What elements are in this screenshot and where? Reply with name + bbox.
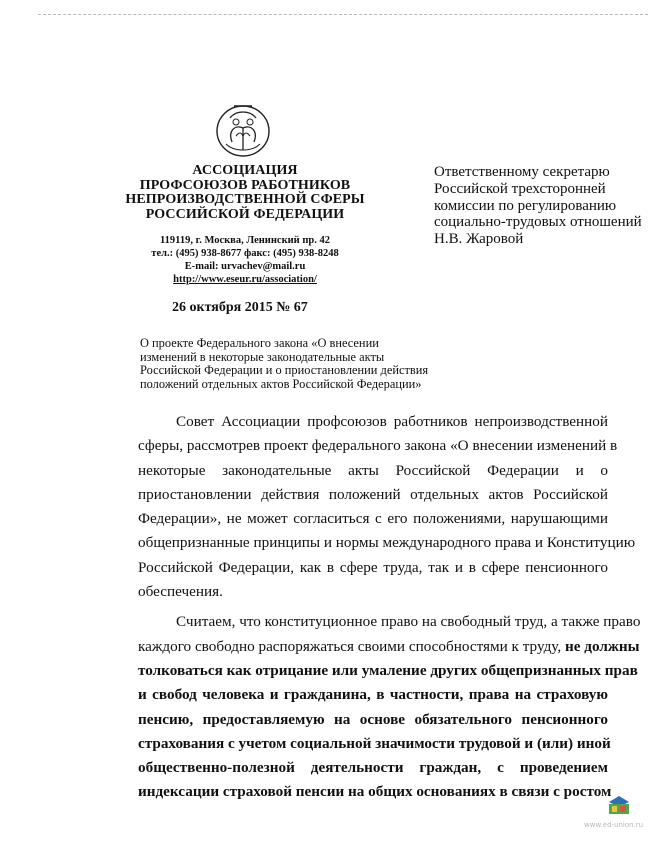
body-line: Российской Федерации, как в сфере труда, так и в сфере пенсионного (138, 558, 608, 576)
recipient-line: Российской трехсторонней (434, 180, 606, 197)
recipient-block (434, 164, 649, 248)
subject-line: О проекте Федерального закона «О внесении (140, 336, 379, 350)
body-line: обеспечения. (138, 583, 223, 601)
date-number: 26 октября 2015 № 67 (172, 300, 308, 315)
site-logo-icon (606, 794, 632, 816)
body-line-bold: общественно-полезной деятельности граждан, с проведением (138, 759, 608, 777)
body-line-bold: пенсию, предоставляемую на основе обязательного пенсионного (138, 710, 608, 728)
body-line: Совет Ассоциации профсоюзов работников непроизводственной (176, 413, 608, 430)
body-line-bold: толковаться как отрицание или умаление других общепризнанных прав (138, 661, 638, 679)
subject-block (140, 337, 428, 391)
body-line: Федерации», не может согласиться с его положениями, нарушающими (138, 510, 608, 528)
recipient-line: Ответственному секретарю (434, 164, 610, 180)
body-line-bold: индексации страховой пенсии на общих основаниях в связи с ростом (138, 783, 612, 801)
body-line: Считаем, что конституционное право на свободный труд, а также право (176, 613, 641, 631)
email-text: E-mail: urvachev@mail.ru (184, 261, 306, 272)
paragraph-2 (138, 610, 641, 804)
recipient-line: социально-трудовых отношений (434, 214, 642, 231)
website-link[interactable]: http://www.eseur.ru/association/ (173, 274, 317, 285)
recipient-line: Н.В. Жаровой (434, 231, 524, 248)
association-emblem-icon (212, 98, 274, 160)
address-text: 119119, г. Москва, Ленинский пр. 42 (160, 235, 330, 246)
org-name-line: АССОЦИАЦИЯ (192, 163, 298, 178)
organization-block (120, 164, 370, 286)
phone-fax-text: тел.: (495) 938-8677 факс: (495) 938-8248 (151, 248, 339, 259)
body-line-bold: страхования с учетом социальной значимости трудовой и (или) иной (138, 734, 611, 752)
watermark-text: www.ed-union.ru (584, 821, 644, 829)
body-text-bold: не должны (564, 637, 640, 655)
subject-line: положений отдельных актов Российской Федерации» (140, 376, 422, 391)
paragraph-1 (138, 410, 636, 604)
subject-line: изменений в некоторые законодательные акты (140, 349, 385, 364)
organization-name (120, 164, 370, 222)
contact-info (120, 234, 370, 286)
body-line: некоторые законодательные акты Российской Федерации и о (138, 461, 608, 479)
recipient-line: комиссии по регулированию (434, 197, 617, 214)
letter-body (138, 410, 641, 805)
body-text-normal: каждого свободно распоряжаться своими способностями к труду, (138, 637, 565, 655)
org-name-line: РОССИЙСКОЙ ФЕДЕРАЦИИ (145, 206, 345, 222)
body-line: приостановлении действия положений отдельных актов Российской (138, 485, 608, 503)
body-line (138, 635, 640, 659)
body-line: общепризнанные принципы и нормы международного права и Конституцию (138, 534, 636, 552)
body-line-bold: и свобод человека и гражданина, в частности, права на страховую (138, 686, 608, 704)
scan-top-line (38, 14, 648, 16)
org-name-line: НЕПРОИЗВОДСТВЕННОЙ СФЕРЫ (125, 192, 365, 207)
subject-line: Российской Федерации и о приостановлении действия (140, 363, 429, 377)
org-name-line: ПРОФСОЮЗОВ РАБОТНИКОВ (139, 177, 351, 193)
body-line: сферы, рассмотрев проект федерального закона «О внесении изменений в (138, 437, 618, 455)
